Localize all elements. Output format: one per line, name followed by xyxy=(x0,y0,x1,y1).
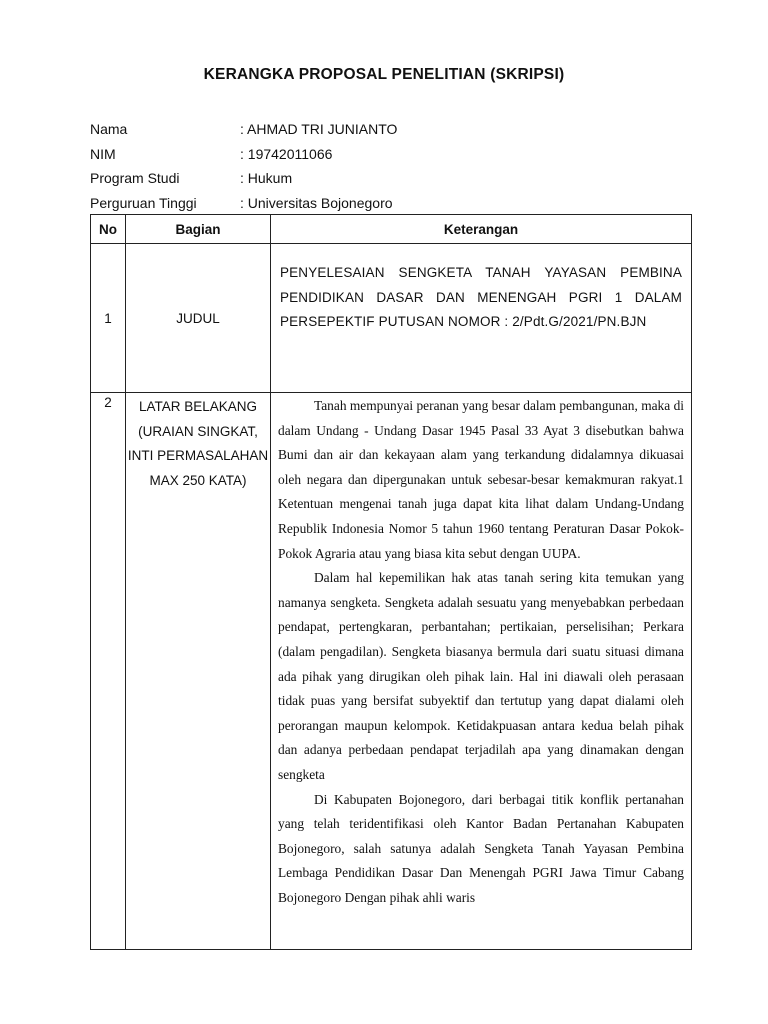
judul-text: PENYELESAIAN SENGKETA TANAH YAYASAN PEMBINA PENDIDIKAN DASAR DAN MENENGAH PGRI 1 DALAM PERSEPEKTIF PUTUSAN NOMOR : 2/Pdt.G/2021/PN.BJN xyxy=(280,265,682,329)
row-number: 2 xyxy=(91,393,126,950)
student-info xyxy=(90,118,690,216)
paragraph: Di Kabupaten Bojonegoro, dari berbagai titik konflik pertanahan yang telah teridentifikasi oleh Kantor Badan Pertanahan Kabupaten Bojonegoro, salah satunya adalah Sengketa Tanah Yayasan Pembina Lembaga Pendidikan Dasar Dan Menengah PGRI Jawa Timur Cabang Bojonegoro Dengan pihak ahli waris xyxy=(278,791,684,905)
row-section: LATAR BELAKANG (URAIAN SINGKAT, INTI PERMASALAHAN MAX 250 KATA) xyxy=(126,393,271,950)
paragraph: Tanah mempunyai peranan yang besar dalam pembangunan, maka di dalam Undang - Undang Dasar 1945 Pasal 33 Ayat 3 disebutkan bahwa Bumi dan air dan kekayaan alam yang terkandung didalamnya dikuasai oleh negara dan dipergunakan untuk sebesar-besar kemakmuran rakyat.1 Ketentuan mengenai tanah juga dapat kita lihat dalam Undang-Undang Republik Indonesia Nomor 5 tahun 1960 tentang Peraturan Dasar Pokok-Pokok Agraria atau yang biasa kita sebut dengan UUPA. xyxy=(278,398,684,561)
info-value: : Hukum xyxy=(240,167,690,192)
proposal-table xyxy=(90,214,692,950)
row-number: 1 xyxy=(91,244,126,393)
header-bagian: Bagian xyxy=(126,215,271,244)
info-label: Perguruan Tinggi xyxy=(90,194,197,211)
header-no: No xyxy=(91,215,126,244)
row-section: JUDUL xyxy=(126,244,271,393)
table-row xyxy=(91,393,692,950)
info-row-nim xyxy=(90,143,690,168)
header-keterangan: Keterangan xyxy=(271,215,692,244)
info-label: Program Studi xyxy=(90,170,180,186)
latar-belakang-text xyxy=(272,394,690,910)
info-row-program-studi xyxy=(90,167,690,192)
table-header-row xyxy=(91,215,692,244)
info-label: Nama xyxy=(90,121,128,137)
info-row-perguruan-tinggi xyxy=(90,192,690,217)
document-title: KERANGKA PROPOSAL PENELITIAN (SKRIPSI) xyxy=(203,66,565,83)
info-label: NIM xyxy=(90,145,116,162)
info-value: : 19742011066 xyxy=(240,143,690,168)
info-value: : AHMAD TRI JUNIANTO xyxy=(240,118,690,143)
row-description xyxy=(271,244,692,393)
info-row-nama xyxy=(90,118,690,143)
paragraph: Dalam hal kepemilikan hak atas tanah sering kita temukan yang namanya sengketa. Sengketa adalah sesuatu yang menyebabkan perbedaan pendapat, pertengkaran, perbantahan; pertikaian, perselisihan; Perkara (dalam pengadilan). Sengketa biasanya bermula dari suatu situasi dimana ada pihak yang dirugikan oleh pihak lain. Hal ini diawali oleh perasaan tidak puas yang bersifat subyektif dan tertutup yang dapat dialami oleh perorangan maupun kelompok. Ketidakpuasan antara kedua belah pihak dan adanya perbedaan pendapat terjadilah apa yang dinamakan dengan sengketa xyxy=(278,570,684,782)
info-value: : Universitas Bojonegoro xyxy=(240,192,690,217)
row-description xyxy=(271,393,692,950)
table-row xyxy=(91,244,692,393)
